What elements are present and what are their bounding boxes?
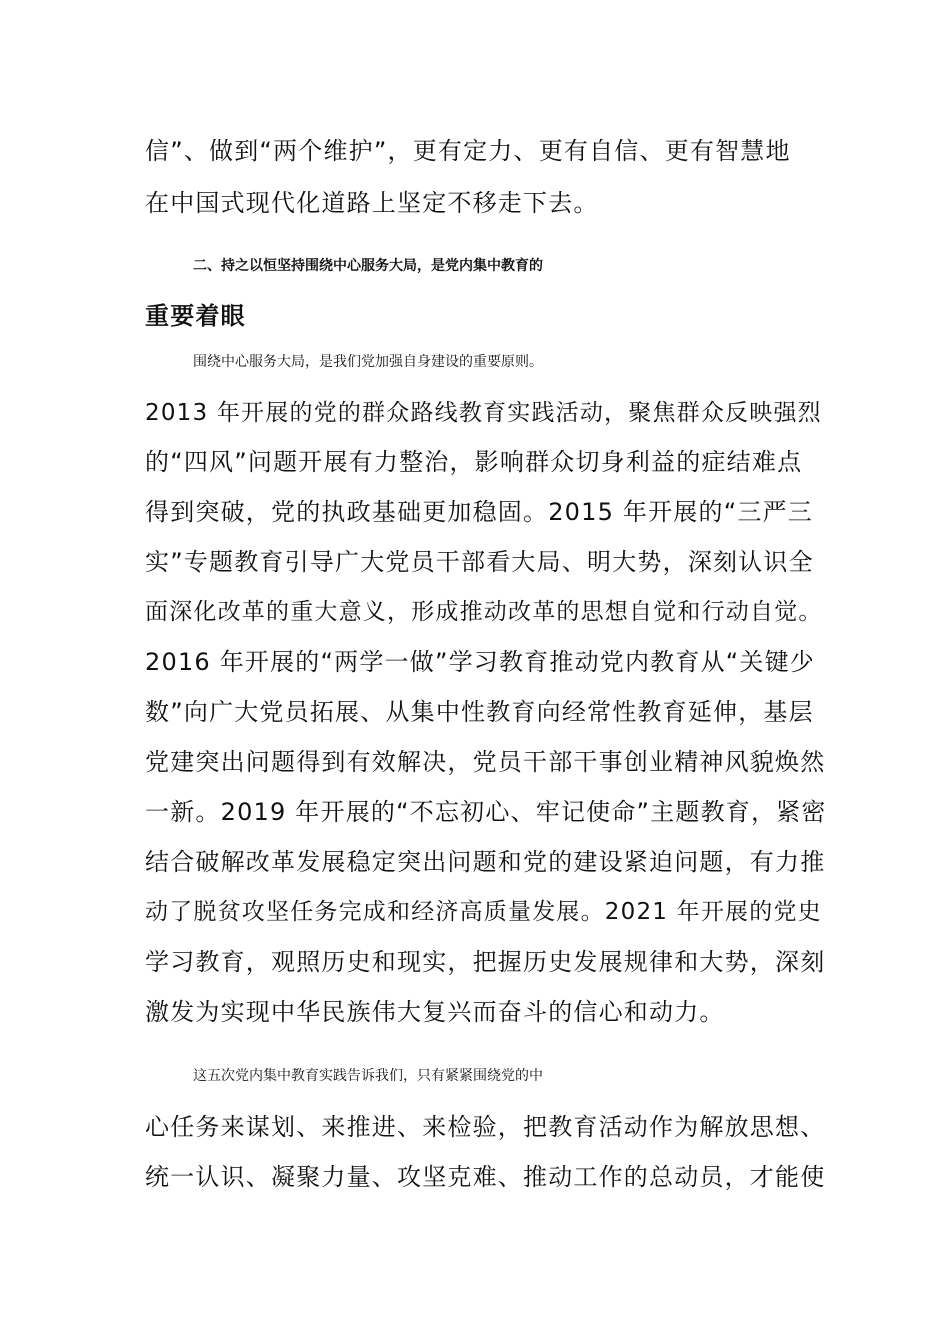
text-line: 统一认识、凝聚力量、攻坚克难、推动工作的总动员，才能使	[145, 1163, 826, 1191]
text-line: 激发为实现中华民族伟大复兴而奋斗的信心和动力。	[145, 998, 725, 1026]
text-line: 这五次党内集中教育实践告诉我们，只有紧紧围绕党的中	[193, 1068, 543, 1084]
text-line: 的“四风”问题开展有力整治，影响群众切身利益的症结难点	[145, 448, 803, 476]
text-line: 结合破解改革发展稳定突出问题和党的建设紧迫问题，有力推	[145, 848, 826, 876]
text-line: 面深化改革的重大意义，形成推动改革的思想自觉和行动自觉。	[145, 599, 823, 625]
text-line: 2016 年开展的“两学一做”学习教育推动党内教育从“关键少	[145, 648, 816, 676]
text-line: 心任务来谋划、来推进、来检验，把教育活动作为解放思想、	[145, 1113, 826, 1141]
section-heading: 二、持之以恒坚持围绕中心服务大局，是党内集中教育的	[193, 258, 543, 274]
text-line: 实”专题教育引导广大党员干部看大局、明大势，深刻认识全	[145, 548, 814, 576]
text-line: 在中国式现代化道路上坚定不移走下去。	[145, 189, 599, 217]
text-line: 学习教育，观照历史和现实，把握历史发展规律和大势，深刻	[145, 948, 826, 976]
text-line: 数”向广大党员拓展、从集中性教育向经常性教育延伸，基层	[145, 698, 814, 726]
text-line: 信”、做到“两个维护”，更有定力、更有自信、更有智慧地	[145, 137, 791, 165]
text-line: 党建突出问题得到有效解决，党员干部干事创业精神风貌焕然	[145, 748, 826, 776]
text-line: 一新。2019 年开展的“不忘初心、牢记使命”主题教育，紧密	[145, 798, 827, 826]
section-heading: 重要着眼	[145, 302, 246, 330]
text-line: 2013 年开展的党的群众路线教育实践活动，聚焦群众反映强烈	[145, 400, 822, 426]
text-line: 动了脱贫攻坚任务完成和经济高质量发展。2021 年开展的党史	[145, 899, 822, 925]
text-line: 得到突破，党的执政基础更加稳固。2015 年开展的“三严三	[145, 498, 813, 526]
text-line: 围绕中心服务大局，是我们党加强自身建设的重要原则。	[193, 354, 543, 370]
